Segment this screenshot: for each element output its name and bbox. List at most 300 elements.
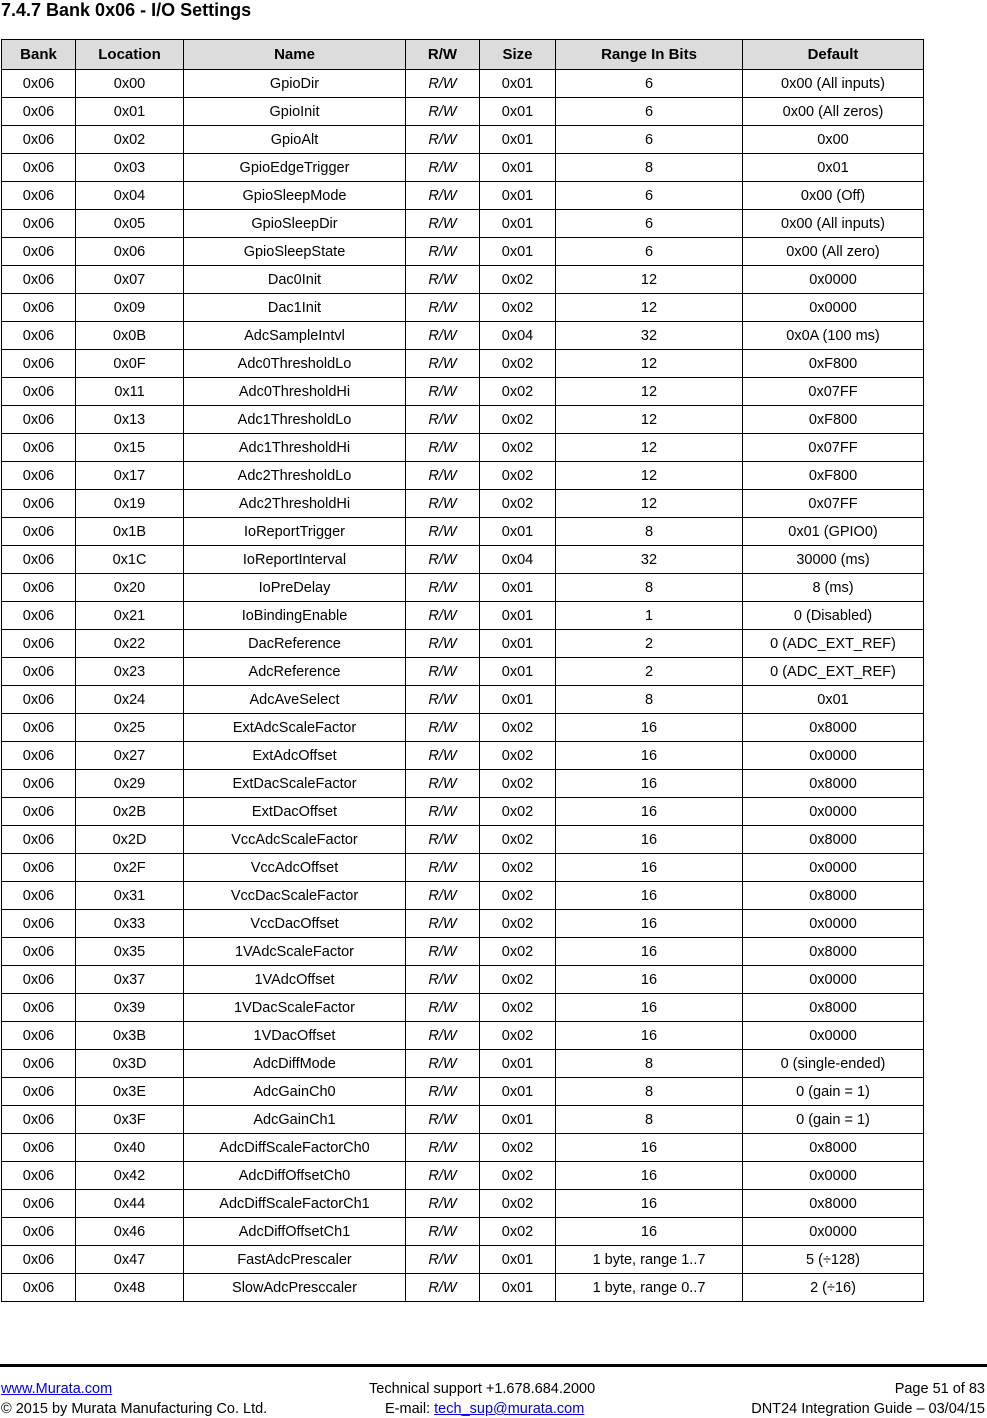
cell-default: 0x0000: [743, 798, 924, 826]
cell-rw: R/W: [406, 70, 480, 98]
cell-location: 0x47: [76, 1246, 184, 1274]
cell-default: 0 (Disabled): [743, 602, 924, 630]
table-row: [2, 714, 924, 742]
cell-location: 0x09: [76, 294, 184, 322]
cell-bank: 0x06: [2, 98, 76, 126]
register-table: [1, 39, 924, 1302]
table-row: [2, 98, 924, 126]
cell-default: 0xF800: [743, 406, 924, 434]
cell-rw: R/W: [406, 1246, 480, 1274]
cell-location: 0x46: [76, 1218, 184, 1246]
cell-range: 12: [556, 266, 743, 294]
cell-bank: 0x06: [2, 294, 76, 322]
cell-default: 0xF800: [743, 462, 924, 490]
cell-range: 16: [556, 882, 743, 910]
cell-default: 0x01: [743, 686, 924, 714]
table-row: [2, 826, 924, 854]
table-row: [2, 574, 924, 602]
cell-size: 0x02: [480, 994, 556, 1022]
cell-name: Adc0ThresholdLo: [184, 350, 406, 378]
cell-bank: 0x06: [2, 1246, 76, 1274]
table-row: [2, 1050, 924, 1078]
cell-bank: 0x06: [2, 1218, 76, 1246]
cell-range: 1: [556, 602, 743, 630]
cell-size: 0x02: [480, 770, 556, 798]
cell-name: AdcGainCh1: [184, 1106, 406, 1134]
cell-range: 8: [556, 154, 743, 182]
cell-name: 1VDacOffset: [184, 1022, 406, 1050]
footer-divider: [0, 1364, 987, 1367]
cell-bank: 0x06: [2, 798, 76, 826]
cell-name: AdcSampleIntvl: [184, 322, 406, 350]
cell-name: GpioDir: [184, 70, 406, 98]
table-row: [2, 658, 924, 686]
table-row: [2, 1190, 924, 1218]
cell-name: VccAdcOffset: [184, 854, 406, 882]
cell-default: 8 (ms): [743, 574, 924, 602]
cell-default: 0 (ADC_EXT_REF): [743, 658, 924, 686]
cell-bank: 0x06: [2, 546, 76, 574]
cell-range: 6: [556, 126, 743, 154]
cell-rw: R/W: [406, 518, 480, 546]
cell-rw: R/W: [406, 1050, 480, 1078]
cell-name: 1VAdcScaleFactor: [184, 938, 406, 966]
cell-range: 12: [556, 294, 743, 322]
cell-range: 8: [556, 1078, 743, 1106]
cell-range: 12: [556, 350, 743, 378]
table-row: [2, 602, 924, 630]
cell-range: 16: [556, 1134, 743, 1162]
table-row: [2, 1218, 924, 1246]
column-header-size: Size: [480, 40, 556, 70]
table-row: [2, 1134, 924, 1162]
cell-range: 16: [556, 1218, 743, 1246]
cell-range: 8: [556, 574, 743, 602]
cell-bank: 0x06: [2, 210, 76, 238]
cell-range: 2: [556, 658, 743, 686]
cell-location: 0x23: [76, 658, 184, 686]
cell-default: 0x8000: [743, 994, 924, 1022]
email-link[interactable]: tech_sup@murata.com: [434, 1401, 585, 1417]
cell-size: 0x02: [480, 1218, 556, 1246]
cell-location: 0x07: [76, 266, 184, 294]
cell-size: 0x02: [480, 1162, 556, 1190]
cell-rw: R/W: [406, 994, 480, 1022]
cell-location: 0x15: [76, 434, 184, 462]
cell-name: DacReference: [184, 630, 406, 658]
cell-rw: R/W: [406, 714, 480, 742]
cell-rw: R/W: [406, 630, 480, 658]
cell-size: 0x01: [480, 602, 556, 630]
cell-range: 12: [556, 378, 743, 406]
cell-size: 0x01: [480, 658, 556, 686]
footer-page-number: Page 51 of 83: [894, 1381, 985, 1397]
cell-bank: 0x06: [2, 882, 76, 910]
cell-location: 0x1C: [76, 546, 184, 574]
table-row: [2, 378, 924, 406]
table-row: [2, 266, 924, 294]
cell-range: 16: [556, 1022, 743, 1050]
cell-size: 0x02: [480, 1022, 556, 1050]
footer-copyright: © 2015 by Murata Manufacturing Co. Ltd.: [1, 1401, 268, 1417]
cell-size: 0x01: [480, 686, 556, 714]
cell-name: GpioSleepDir: [184, 210, 406, 238]
cell-default: 0x0000: [743, 966, 924, 994]
cell-range: 16: [556, 1190, 743, 1218]
cell-size: 0x02: [480, 1134, 556, 1162]
cell-location: 0x19: [76, 490, 184, 518]
cell-range: 16: [556, 938, 743, 966]
cell-bank: 0x06: [2, 434, 76, 462]
cell-name: VccDacScaleFactor: [184, 882, 406, 910]
cell-size: 0x01: [480, 574, 556, 602]
cell-location: 0x13: [76, 406, 184, 434]
cell-location: 0x44: [76, 1190, 184, 1218]
cell-location: 0x40: [76, 1134, 184, 1162]
footer-email: [385, 1400, 584, 1418]
cell-default: 0x8000: [743, 882, 924, 910]
cell-range: 12: [556, 434, 743, 462]
footer-website[interactable]: [1, 1380, 112, 1398]
cell-size: 0x02: [480, 714, 556, 742]
cell-rw: R/W: [406, 1106, 480, 1134]
cell-location: 0x3B: [76, 1022, 184, 1050]
table-row: [2, 994, 924, 1022]
cell-location: 0x11: [76, 378, 184, 406]
cell-size: 0x02: [480, 406, 556, 434]
cell-default: 0x0000: [743, 294, 924, 322]
cell-size: 0x02: [480, 294, 556, 322]
cell-range: 16: [556, 770, 743, 798]
cell-rw: R/W: [406, 210, 480, 238]
cell-name: IoReportInterval: [184, 546, 406, 574]
cell-size: 0x04: [480, 546, 556, 574]
table-row: [2, 1106, 924, 1134]
cell-location: 0x1B: [76, 518, 184, 546]
table-row: [2, 210, 924, 238]
cell-default: 0x07FF: [743, 434, 924, 462]
cell-name: 1VDacScaleFactor: [184, 994, 406, 1022]
cell-name: GpioSleepMode: [184, 182, 406, 210]
cell-location: 0x17: [76, 462, 184, 490]
cell-location: 0x24: [76, 686, 184, 714]
cell-size: 0x02: [480, 378, 556, 406]
cell-location: 0x3E: [76, 1078, 184, 1106]
cell-bank: 0x06: [2, 70, 76, 98]
cell-rw: R/W: [406, 182, 480, 210]
cell-default: 0x00 (All inputs): [743, 210, 924, 238]
cell-name: AdcDiffScaleFactorCh1: [184, 1190, 406, 1218]
cell-name: Adc1ThresholdHi: [184, 434, 406, 462]
cell-default: 0 (single-ended): [743, 1050, 924, 1078]
table-row: [2, 882, 924, 910]
cell-rw: R/W: [406, 1162, 480, 1190]
cell-bank: 0x06: [2, 378, 76, 406]
cell-bank: 0x06: [2, 322, 76, 350]
cell-bank: 0x06: [2, 462, 76, 490]
cell-range: 6: [556, 238, 743, 266]
table-row: [2, 490, 924, 518]
cell-rw: R/W: [406, 602, 480, 630]
cell-size: 0x01: [480, 1274, 556, 1302]
cell-size: 0x01: [480, 1050, 556, 1078]
cell-default: 0x01: [743, 154, 924, 182]
table-row: [2, 238, 924, 266]
cell-location: 0x48: [76, 1274, 184, 1302]
cell-name: Adc2ThresholdHi: [184, 490, 406, 518]
cell-location: 0x0B: [76, 322, 184, 350]
cell-bank: 0x06: [2, 1022, 76, 1050]
cell-name: AdcGainCh0: [184, 1078, 406, 1106]
cell-bank: 0x06: [2, 1134, 76, 1162]
table-row: [2, 434, 924, 462]
cell-bank: 0x06: [2, 406, 76, 434]
cell-range: 6: [556, 182, 743, 210]
cell-name: ExtDacOffset: [184, 798, 406, 826]
cell-bank: 0x06: [2, 742, 76, 770]
table-row: [2, 686, 924, 714]
cell-size: 0x02: [480, 462, 556, 490]
cell-name: VccAdcScaleFactor: [184, 826, 406, 854]
cell-bank: 0x06: [2, 714, 76, 742]
cell-rw: R/W: [406, 350, 480, 378]
cell-size: 0x02: [480, 434, 556, 462]
table-row: [2, 1162, 924, 1190]
cell-size: 0x02: [480, 854, 556, 882]
cell-range: 1 byte, range 1..7: [556, 1246, 743, 1274]
table-row: [2, 854, 924, 882]
cell-rw: R/W: [406, 490, 480, 518]
cell-bank: 0x06: [2, 966, 76, 994]
cell-name: FastAdcPrescaler: [184, 1246, 406, 1274]
cell-default: 0x00: [743, 126, 924, 154]
table-row: [2, 154, 924, 182]
table-row: [2, 742, 924, 770]
table-header-row: [2, 40, 924, 70]
cell-bank: 0x06: [2, 1106, 76, 1134]
footer-support-phone: Technical support +1.678.684.2000: [369, 1381, 596, 1397]
cell-size: 0x01: [480, 210, 556, 238]
cell-bank: 0x06: [2, 910, 76, 938]
cell-bank: 0x06: [2, 994, 76, 1022]
cell-bank: 0x06: [2, 266, 76, 294]
cell-range: 8: [556, 1050, 743, 1078]
cell-name: AdcDiffScaleFactorCh0: [184, 1134, 406, 1162]
cell-size: 0x01: [480, 70, 556, 98]
table-row: [2, 518, 924, 546]
cell-size: 0x01: [480, 1078, 556, 1106]
cell-size: 0x01: [480, 182, 556, 210]
cell-location: 0x35: [76, 938, 184, 966]
website-link[interactable]: www.Murata.com: [1, 1381, 113, 1397]
cell-name: Adc0ThresholdHi: [184, 378, 406, 406]
cell-name: ExtAdcScaleFactor: [184, 714, 406, 742]
cell-rw: R/W: [406, 686, 480, 714]
cell-size: 0x02: [480, 490, 556, 518]
cell-bank: 0x06: [2, 1078, 76, 1106]
cell-default: 0x8000: [743, 826, 924, 854]
cell-location: 0x33: [76, 910, 184, 938]
cell-default: 0x0000: [743, 1218, 924, 1246]
cell-rw: R/W: [406, 742, 480, 770]
column-header-default: Default: [743, 40, 924, 70]
cell-size: 0x02: [480, 1190, 556, 1218]
cell-rw: R/W: [406, 322, 480, 350]
cell-default: 0x8000: [743, 770, 924, 798]
cell-bank: 0x06: [2, 1162, 76, 1190]
cell-default: 5 (÷128): [743, 1246, 924, 1274]
cell-range: 32: [556, 546, 743, 574]
table-row: [2, 294, 924, 322]
cell-default: 0x0000: [743, 742, 924, 770]
cell-default: 0x8000: [743, 1134, 924, 1162]
cell-name: AdcAveSelect: [184, 686, 406, 714]
cell-location: 0x31: [76, 882, 184, 910]
cell-range: 16: [556, 714, 743, 742]
cell-rw: R/W: [406, 1134, 480, 1162]
cell-bank: 0x06: [2, 770, 76, 798]
cell-rw: R/W: [406, 574, 480, 602]
cell-default: 0 (ADC_EXT_REF): [743, 630, 924, 658]
cell-size: 0x02: [480, 266, 556, 294]
cell-name: VccDacOffset: [184, 910, 406, 938]
cell-name: Dac1Init: [184, 294, 406, 322]
cell-range: 16: [556, 966, 743, 994]
cell-location: 0x42: [76, 1162, 184, 1190]
cell-rw: R/W: [406, 770, 480, 798]
cell-name: AdcDiffOffsetCh1: [184, 1218, 406, 1246]
cell-default: 0x0000: [743, 910, 924, 938]
cell-location: 0x05: [76, 210, 184, 238]
cell-name: Dac0Init: [184, 266, 406, 294]
table-row: [2, 938, 924, 966]
cell-size: 0x01: [480, 154, 556, 182]
cell-size: 0x01: [480, 630, 556, 658]
cell-size: 0x02: [480, 938, 556, 966]
cell-name: Adc1ThresholdLo: [184, 406, 406, 434]
cell-location: 0x29: [76, 770, 184, 798]
cell-default: 0 (gain = 1): [743, 1078, 924, 1106]
cell-default: 2 (÷16): [743, 1274, 924, 1302]
cell-default: 0x8000: [743, 938, 924, 966]
cell-default: 0 (gain = 1): [743, 1106, 924, 1134]
table-row: [2, 1022, 924, 1050]
cell-range: 8: [556, 686, 743, 714]
cell-bank: 0x06: [2, 182, 76, 210]
cell-bank: 0x06: [2, 854, 76, 882]
cell-location: 0x00: [76, 70, 184, 98]
cell-name: AdcDiffOffsetCh0: [184, 1162, 406, 1190]
cell-name: ExtAdcOffset: [184, 742, 406, 770]
cell-bank: 0x06: [2, 1050, 76, 1078]
cell-size: 0x02: [480, 910, 556, 938]
cell-rw: R/W: [406, 238, 480, 266]
cell-default: 0x00 (Off): [743, 182, 924, 210]
cell-bank: 0x06: [2, 238, 76, 266]
cell-range: 16: [556, 910, 743, 938]
cell-location: 0x01: [76, 98, 184, 126]
cell-bank: 0x06: [2, 1190, 76, 1218]
footer-doc-title: DNT24 Integration Guide – 03/04/15: [751, 1401, 985, 1417]
cell-bank: 0x06: [2, 938, 76, 966]
cell-size: 0x01: [480, 126, 556, 154]
cell-default: 0x0000: [743, 266, 924, 294]
cell-size: 0x02: [480, 882, 556, 910]
cell-bank: 0x06: [2, 518, 76, 546]
table-row: [2, 546, 924, 574]
table-row: [2, 798, 924, 826]
cell-rw: R/W: [406, 966, 480, 994]
table-body: [2, 70, 924, 1302]
cell-range: 12: [556, 406, 743, 434]
cell-rw: R/W: [406, 798, 480, 826]
cell-rw: R/W: [406, 910, 480, 938]
table-row: [2, 966, 924, 994]
cell-bank: 0x06: [2, 826, 76, 854]
cell-location: 0x22: [76, 630, 184, 658]
cell-default: 0x07FF: [743, 378, 924, 406]
cell-rw: R/W: [406, 126, 480, 154]
cell-rw: R/W: [406, 294, 480, 322]
cell-rw: R/W: [406, 826, 480, 854]
cell-rw: R/W: [406, 434, 480, 462]
cell-name: GpioAlt: [184, 126, 406, 154]
cell-name: ExtDacScaleFactor: [184, 770, 406, 798]
cell-name: Adc2ThresholdLo: [184, 462, 406, 490]
cell-location: 0x02: [76, 126, 184, 154]
cell-range: 8: [556, 518, 743, 546]
cell-location: 0x21: [76, 602, 184, 630]
cell-bank: 0x06: [2, 490, 76, 518]
cell-size: 0x01: [480, 238, 556, 266]
email-label: E-mail:: [385, 1401, 435, 1417]
cell-location: 0x2D: [76, 826, 184, 854]
cell-name: SlowAdcPresccaler: [184, 1274, 406, 1302]
column-header-rw: R/W: [406, 40, 480, 70]
cell-default: 0x0A (100 ms): [743, 322, 924, 350]
cell-rw: R/W: [406, 462, 480, 490]
table-row: [2, 322, 924, 350]
table-row: [2, 910, 924, 938]
cell-name: GpioSleepState: [184, 238, 406, 266]
cell-rw: R/W: [406, 1218, 480, 1246]
cell-range: 16: [556, 994, 743, 1022]
table-row: [2, 1246, 924, 1274]
cell-location: 0x37: [76, 966, 184, 994]
cell-rw: R/W: [406, 154, 480, 182]
cell-location: 0x06: [76, 238, 184, 266]
cell-rw: R/W: [406, 1078, 480, 1106]
cell-size: 0x02: [480, 350, 556, 378]
cell-default: 0x8000: [743, 1190, 924, 1218]
table-row: [2, 462, 924, 490]
cell-range: 2: [556, 630, 743, 658]
cell-range: 32: [556, 322, 743, 350]
cell-location: 0x2B: [76, 798, 184, 826]
cell-default: 0xF800: [743, 350, 924, 378]
cell-range: 16: [556, 854, 743, 882]
cell-location: 0x3D: [76, 1050, 184, 1078]
column-header-name: Name: [184, 40, 406, 70]
cell-default: 0x00 (All zero): [743, 238, 924, 266]
cell-rw: R/W: [406, 882, 480, 910]
cell-range: 6: [556, 98, 743, 126]
cell-location: 0x04: [76, 182, 184, 210]
table-row: [2, 350, 924, 378]
cell-location: 0x25: [76, 714, 184, 742]
table-row: [2, 630, 924, 658]
cell-rw: R/W: [406, 938, 480, 966]
